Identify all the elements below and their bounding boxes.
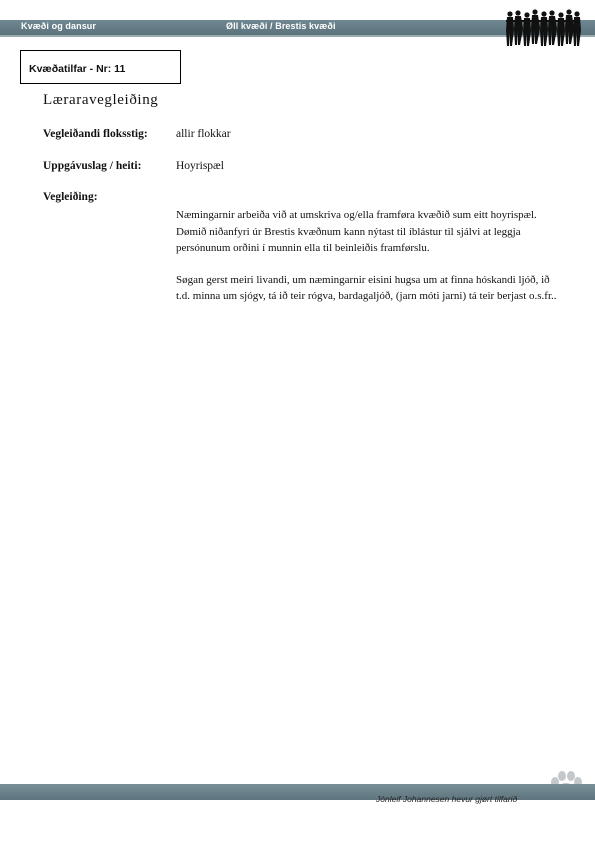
guidance-label: Vegleiðing: — [43, 191, 98, 203]
grade-value: allir flokkar — [176, 128, 231, 140]
footer-credit: Jónleif Johannesen hevur gjørt tilfarið — [376, 794, 518, 804]
header-center-text: Øll kvæði / Brestis kvæði — [226, 21, 336, 31]
dancers-icon — [504, 8, 582, 48]
document-number-box — [20, 50, 181, 84]
guidance-paragraph: Næmingarnir arbeiða við at umskriva og/ella framføra kvæðið sum eitt hoyrispæl. Dømið niðanfyri úr Brestis kvæðnum kann nýtast til íblástur til sjálvi at leggja persónunum orðini í munnin ella til beinleiðis framførslu. — [176, 209, 537, 254]
document-number-label: Kvæðatilfar - Nr: 11 — [29, 63, 126, 75]
page-title: Læraravegleiðing — [43, 92, 159, 108]
task-value: Hoyrispæl — [176, 160, 224, 172]
header-left-text: Kvæði og dansur — [21, 21, 97, 31]
guidance-text — [176, 207, 561, 320]
grade-label: Vegleiðandi floksstig: — [43, 128, 148, 140]
guidance-paragraph: Søgan gerst meiri livandi, um næmingarnir eisini hugsa um at finna hóskandi ljóð, ið t.d. minna um sjógv, tá ið teir rógva, bardagaljóð, (jarn móti jarni) tá teir berjast o.s.fr.. — [176, 273, 557, 302]
task-label: Uppgávuslag / heiti: — [43, 160, 142, 172]
